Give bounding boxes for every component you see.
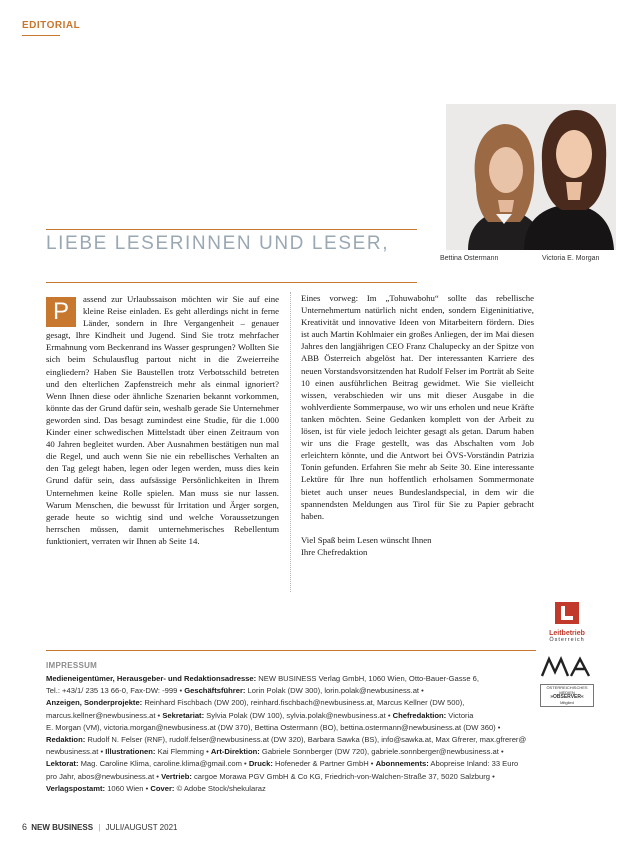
impressum-label: Anzeigen, Sonderprojekte: [46, 698, 143, 708]
caption-left: Bettina Ostermann [440, 255, 499, 262]
impressum-title: IMPRESSUM [46, 661, 98, 670]
impressum-label: Cover: [150, 783, 175, 793]
dropcap: P [46, 297, 76, 327]
impressum-text: E. Morgan (VM), victoria.morgan@newbusiness.at (DW 370), Bettina Ostermann (BO), bettina.ostermann@newbusiness.at (DW 360) • [46, 722, 501, 732]
page-footer [22, 822, 177, 832]
impressum-text: Gabriele Sonnberger (DW 720), gabriele.sonnberger@newbusiness.at • [259, 747, 504, 757]
impressum-line [46, 722, 536, 734]
impressum-line [46, 710, 536, 722]
impressum-text: Kai Flemming • [155, 747, 211, 757]
impressum-label: Medieneigentümer, Herausgeber- und Redaktionsadresse: [46, 674, 257, 683]
column-divider [290, 292, 291, 592]
section-rule [22, 35, 60, 36]
magazine-name: NEW BUSINESS [31, 823, 94, 832]
impressum-label: Redaktion: [46, 735, 86, 745]
impressum-label: Verlagspostamt: [46, 783, 106, 793]
impressum-label: Vertrieb: [161, 771, 192, 781]
impressum-text: marcus.kellner@newbusiness.at • [46, 710, 163, 720]
impressum-text: 1060 Wien • [105, 783, 151, 793]
closing-line-1: Viel Spaß beim Lesen wünscht Ihnen [301, 534, 432, 545]
editorial-column-right [301, 292, 534, 558]
impressum-line [46, 746, 536, 758]
closing-line-2: Ihre Chefredaktion [301, 546, 368, 557]
impressum-text: Tel.: +43/1/ 235 13 66-0, Fax-DW: -999 • [46, 686, 185, 696]
body-rule [46, 282, 417, 283]
issue-date: JULI/AUGUST 2021 [105, 823, 178, 832]
impressum-text: Abopreise Inland: 33 Euro [428, 759, 519, 769]
impressum-text: NEW BUSINESS Verlag GmbH, 1060 Wien, Otto-Bauer-Gasse 6, [256, 674, 479, 683]
impressum-line [46, 673, 536, 685]
impressum-line [46, 697, 536, 709]
impressum-label: Druck: [248, 759, 273, 769]
impressum-line [46, 758, 536, 770]
impressum-text: pro Jahr, abos@newbusiness.at • [46, 771, 162, 781]
impressum-text: Lorin Polak (DW 300), lorin.polak@newbusiness.at • [245, 686, 424, 696]
observer-bottom: Mitglied [560, 700, 574, 705]
left-column-text: assend zur Urlaubssaison möchten wir Sie auf eine kleine Reise einladen. Es geht allerdings nicht in ferne Länder, sondern in Ihre Vergangenheit – genauer gesagt, Ihre Kindheit und Jugend. Sind Sie trotz mehrfacher Ermahnung vom Beckenrand ins Wasser gesprungen? Wollten Sie sich beim Schulausflug partout nicht in die Zweierreihe eingliedern? Haben Sie Baustellen trotz Verbotsschild betreten und den elterlichen Zapfenstreich mehr als einmal ignoriert? Wenn Ihnen diese oder ähnliche Szenarien bekannt vorkommen, könnte das der Grund dafür sein, weshalb gerade Sie Unternehmer geworden sind. Das besagt zumindest eine Studie, für die 1.000 Kinder einer schwedischen Mittelstadt über einen Zeitraum von 40 Jahren begleitet wurden. Aber Ausnahmen bestätigen nun mal die Regel, und auch wenn Sie nie ein rebellisches Verhalten an den Tag gelegt haben, legen oder legen werden, muss dies kein Grund dafür sein, dass aufsässige Persönlichkeiten in Ihrem Unternehmen keine Rolle spielen. Man muss sie nur lassen. Warum Menschen, die bewusst für Irritation und Ärger sorgen, gerade heute so wichtig sind und welche Voraussetzungen herrschen müssen, damit unternehmerisches Rebellentum funktioniert, verraten wir Ihnen ab Seite 14. [46, 294, 279, 546]
impressum-rule [46, 650, 536, 651]
editors-photo [446, 104, 616, 250]
editorial-column-left [46, 293, 279, 547]
impressum-text: Hofeneder & Partner GmbH • [272, 759, 376, 769]
impressum-line [46, 734, 536, 746]
impressum-text: Sylvia Polak (DW 100), sylvia.polak@newbusiness.at • [204, 710, 393, 720]
impressum-text: Reinhard Fischbach (DW 200), reinhard.fischbach@newbusiness.at, Marcus Kellner (DW 500), [142, 698, 465, 708]
observer-title: »OBSERVER« [550, 694, 584, 700]
impressum-label: Lektorat: [46, 759, 79, 769]
impressum-text: © Adobe Stock/shekularaz [174, 783, 266, 793]
leitbetrieb-logo [536, 601, 598, 643]
page-number: 6 [22, 822, 28, 832]
right-column-text: Eines vorweg: Im „Tohuwabohu“ sollte das rebellische Unternehmertum natürlich nicht enden, sondern Eigeninitiative, Kreativität und innovative Ideen von Mitarbeitern fördern. Dies ist auch Martin Kohlmaier ein großes Anliegen, der im Mai diesen Jahres den langjährigen CEO Franz Chalupecky an der Spitze von ABB Österreich abgelöst hat. Der interessanten Karriere des neuen Vorstandsvorsitzenden hat Rudolf Felser im Porträt ab Seite 10 einen ausführlichen Beitrag gewidmet. Wie Sie vielleicht wissen, verabschieden wir uns mit dieser Ausgabe in die wohlverdiente Sommerpause, wo wir uns erholen und neue Kräfte tanken möchten. Seine Gedanken komplett von der Arbeit zu lösen, ist für viele jedoch leichter gesagt als getan. Darum haben wir uns die Frage gestellt, was das Abschalten vom Job erleichtern könnte, und die Antwort bei ÖVS-Vorständin Patrizia Tonin gefunden. Erfahren Sie mehr ab Seite 30. Eine interessante Lektüre für Ihre nun hoffentlich erholsamen Sommermonate bietet auch unser neues Bundeslandspecial, in dem wir die spannendsten Meldungen aus Tirol für Sie zu Papier gebracht haben. [301, 293, 534, 521]
impressum-text: newbusiness.at • [46, 747, 106, 757]
headline: LIEBE LESERINNEN UND LESER, [46, 233, 390, 254]
impressum-label: Art-Direktion: [210, 747, 260, 757]
impressum-text: Mag. Caroline Klima, caroline.klima@gmail.com • [78, 759, 249, 769]
impressum-label: Illustrationen: [105, 747, 156, 757]
impressum-line [46, 783, 536, 795]
impressum [46, 673, 536, 795]
leitbetrieb-subtext: Österreich [549, 637, 585, 643]
leitbetrieb-emblem-icon [554, 601, 580, 625]
impressum-text: Rudolf N. Felser (RNF), rudolf.felser@newbusiness.at (DW 320), Barbara Sawka (BS), info@sawka.at, Max Gfrerer, max.gfrerer@ [85, 735, 527, 745]
impressum-line [46, 771, 536, 783]
section-tag: EDITORIAL [22, 20, 81, 31]
observer-top: ÖSTERREICHISCHES MEDIEN [546, 685, 588, 695]
impressum-text: Victoria [446, 710, 474, 720]
closing [301, 534, 534, 558]
impressum-label: Abonnements: [375, 759, 429, 769]
headline-rule [46, 229, 417, 230]
impressum-label: Sekretariat: [162, 710, 205, 720]
impressum-text: cargoe Morawa PGV GmbH & Co KG, Friedrich-von-Walchen-Straße 37, 5020 Salzburg • [191, 771, 495, 781]
footer-separator: | [98, 823, 101, 832]
impressum-label: Geschäftsführer: [184, 686, 246, 696]
caption-right: Victoria E. Morgan [542, 255, 600, 262]
observer-badge [540, 684, 594, 707]
leitbetrieb-text: Leitbetrieb [549, 630, 585, 637]
ma-logo-icon [540, 656, 592, 678]
impressum-line [46, 685, 536, 697]
impressum-label: Chefredaktion: [392, 710, 447, 720]
